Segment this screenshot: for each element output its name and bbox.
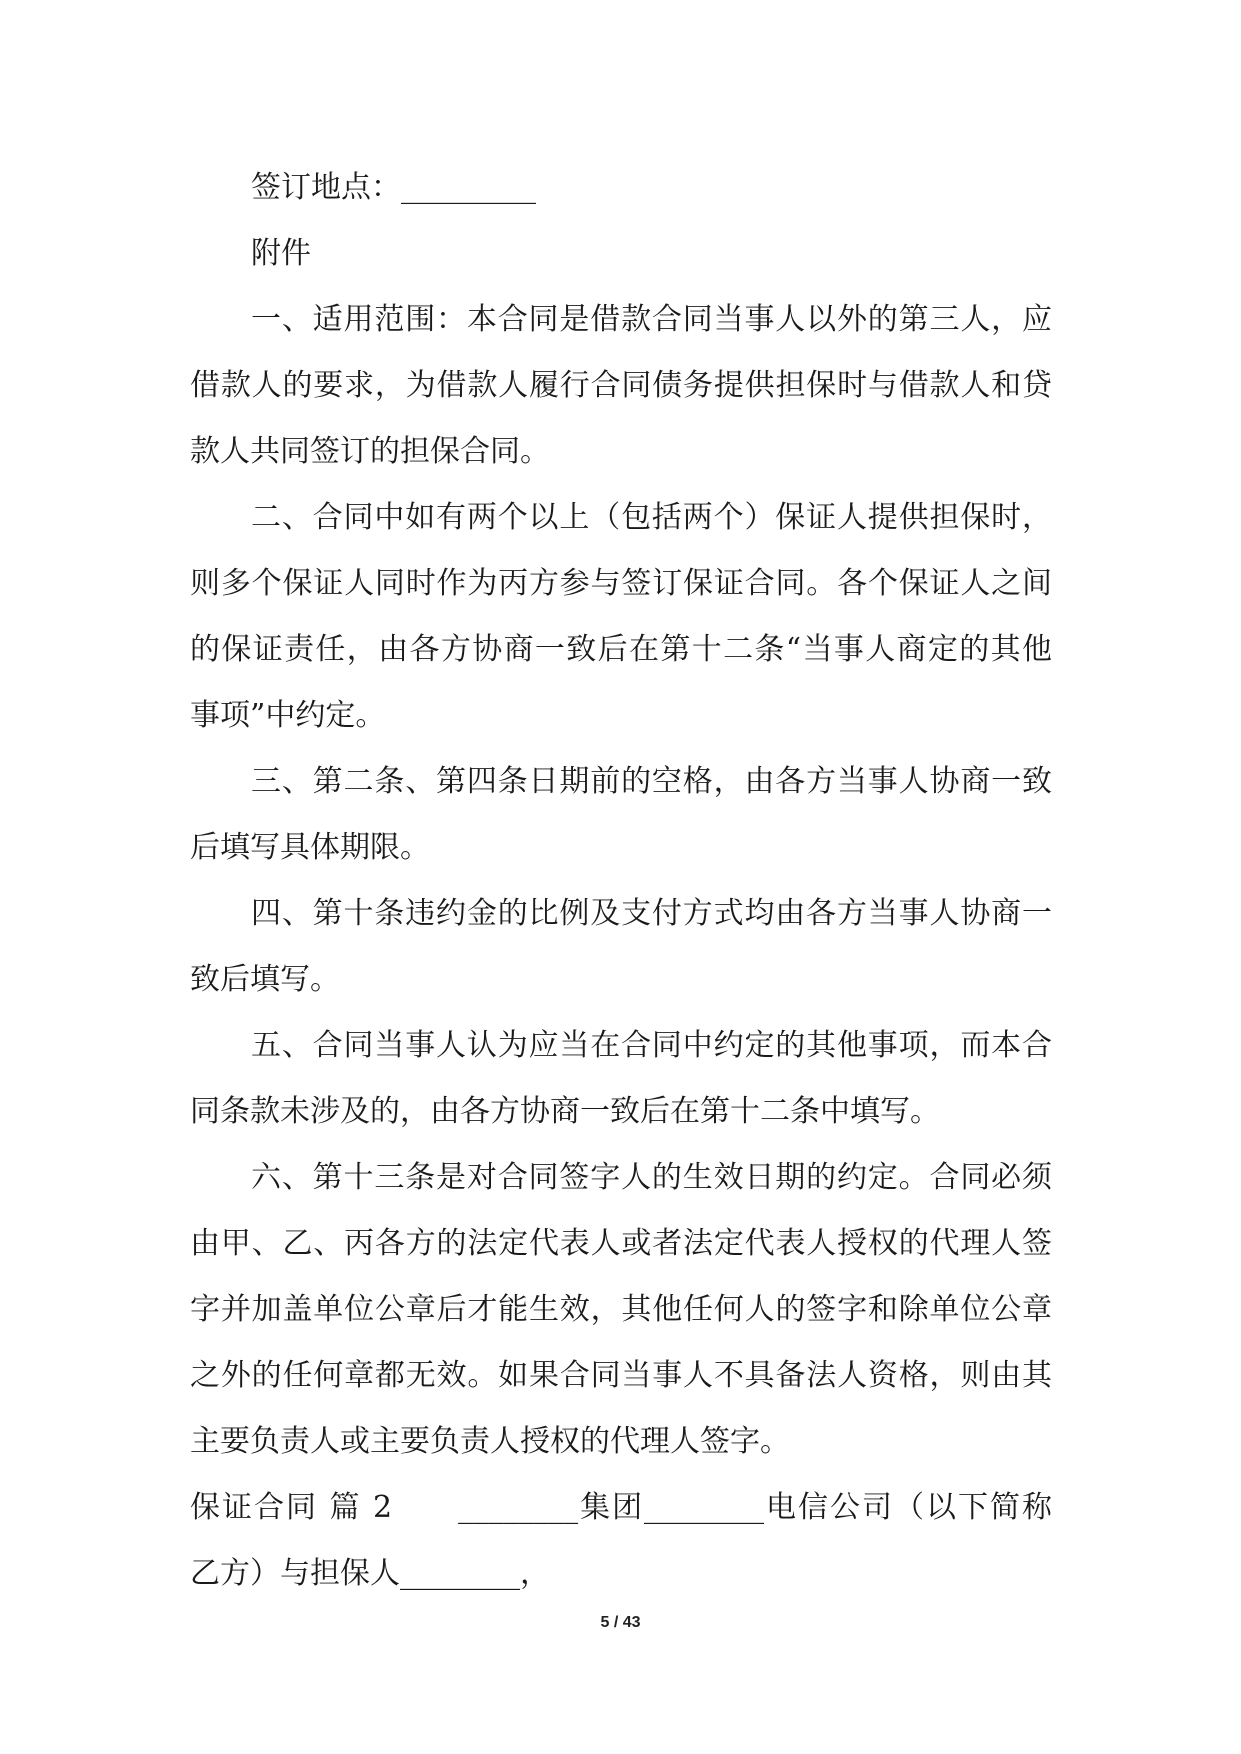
clause-5-line-1: 五、合同当事人认为应当在合同中约定的其他事项，而本合	[251, 1028, 1052, 1063]
clause-3-line-1: 三、第二条、第四条日期前的空格，由各方当事人协商一致	[251, 764, 1052, 799]
contract-2-line-1: 保证合同 篇 2 ________集团________电信公司（以下简称	[190, 1490, 1052, 1525]
clause-2-line-4: 事项”中约定。	[190, 698, 386, 733]
clause-5-line-2: 同条款未涉及的，由各方协商一致后在第十二条中填写。	[190, 1094, 940, 1129]
clause-4-line-1: 四、第十条违约金的比例及支付方式均由各方当事人协商一	[251, 896, 1052, 931]
clause-4-line-2: 致后填写。	[190, 962, 340, 997]
clause-6-line-2: 由甲、乙、丙各方的法定代表人或者法定代表人授权的代理人签	[190, 1226, 1052, 1261]
clause-2-line-2: 则多个保证人同时作为丙方参与签订保证合同。各个保证人之间	[190, 566, 1052, 601]
clause-6-line-4: 之外的任何章都无效。如果合同当事人不具备法人资格，则由其	[190, 1358, 1052, 1393]
clause-2-line-3: 的保证责任，由各方协商一致后在第十二条“当事人商定的其他	[190, 632, 1052, 667]
clause-1-line-2: 借款人的要求，为借款人履行合同债务提供担保时与借款人和贷	[190, 368, 1052, 403]
signing-location-line: 签订地点：_________	[251, 170, 536, 205]
clause-2-line-1: 二、合同中如有两个以上（包括两个）保证人提供担保时，	[251, 500, 1052, 535]
clause-6-line-3: 字并加盖单位公章后才能生效，其他任何人的签字和除单位公章	[190, 1292, 1052, 1327]
page-number: 5 / 43	[600, 1614, 641, 1631]
document-body	[190, 155, 1052, 1607]
clause-1-line-1: 一、适用范围：本合同是借款合同当事人以外的第三人，应	[251, 302, 1052, 337]
clause-6-line-1: 六、第十三条是对合同签字人的生效日期的约定。合同必须	[251, 1160, 1052, 1195]
clause-6-line-5: 主要负责人或主要负责人授权的代理人签字。	[190, 1424, 790, 1459]
clause-1-line-3: 款人共同签订的担保合同。	[190, 434, 550, 469]
attachment-heading: 附件	[251, 236, 311, 271]
contract-2-line-2: 乙方）与担保人________，	[190, 1556, 550, 1591]
clause-3-line-2: 后填写具体期限。	[190, 830, 430, 865]
